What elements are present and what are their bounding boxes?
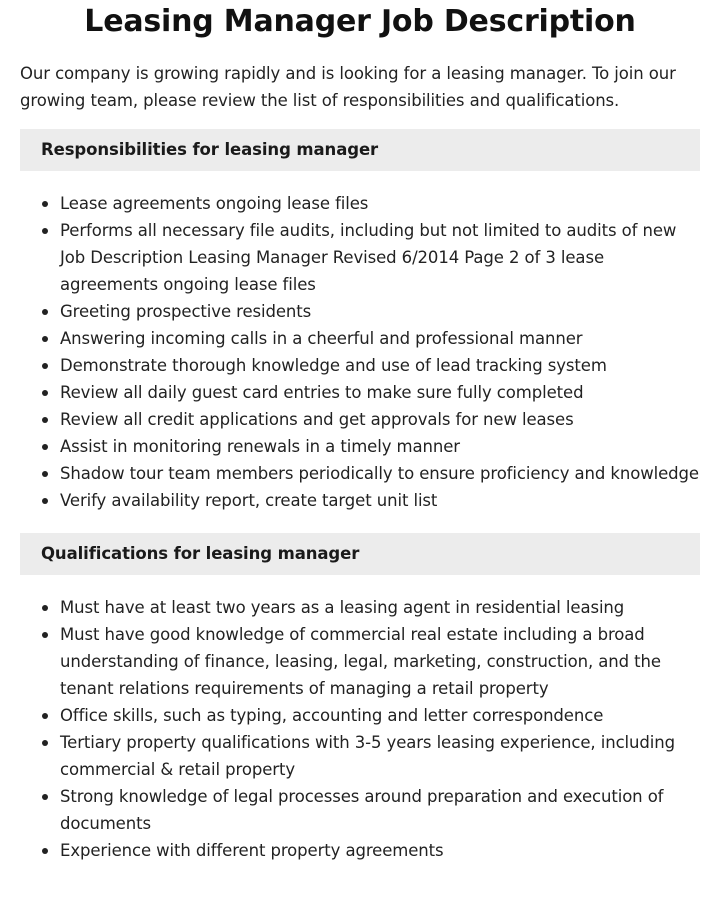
page-title: Leasing Manager Job Description — [84, 4, 636, 39]
list-item — [60, 379, 700, 406]
list-item-text: Demonstrate thorough knowledge and use of lead tracking system — [60, 356, 607, 375]
qualifications-list — [20, 594, 700, 864]
responsibilities-list — [20, 190, 700, 514]
list-item-text: Strong knowledge of legal processes around preparation and execution of documents — [60, 787, 664, 833]
list-item-text: Experience with different property agreements — [60, 841, 444, 860]
list-item — [60, 298, 700, 325]
bullet-icon — [42, 605, 48, 611]
list-item — [60, 594, 700, 621]
list-item-text: Lease agreements ongoing lease files — [60, 194, 369, 213]
list-item — [60, 190, 700, 217]
list-item-text: Review all credit applications and get approvals for new leases — [60, 410, 574, 429]
list-item — [60, 217, 700, 298]
list-item-text: Assist in monitoring renewals in a timely manner — [60, 437, 460, 456]
bullet-icon — [42, 363, 48, 369]
list-item-text: Verify availability report, create target unit list — [60, 491, 438, 510]
list-item-text: Must have at least two years as a leasing agent in residential leasing — [60, 598, 625, 617]
list-item-text: Shadow tour team members periodically to ensure proficiency and knowledge — [60, 464, 699, 483]
list-item — [60, 433, 700, 460]
bullet-icon — [42, 228, 48, 234]
list-item-text: Answering incoming calls in a cheerful and professional manner — [60, 329, 583, 348]
list-item — [60, 460, 700, 487]
bullet-icon — [42, 632, 48, 638]
responsibilities-heading: Responsibilities for leasing manager — [20, 129, 700, 171]
list-item — [60, 702, 700, 729]
list-item-text: Review all daily guest card entries to make sure fully completed — [60, 383, 584, 402]
list-item — [60, 837, 700, 864]
list-item — [60, 325, 700, 352]
intro-paragraph: Our company is growing rapidly and is looking for a leasing manager. To join our growing team, please review the list of responsibilities and qualifications. — [20, 64, 676, 110]
bullet-icon — [42, 201, 48, 207]
list-item — [60, 729, 700, 783]
bullet-icon — [42, 794, 48, 800]
bullet-icon — [42, 740, 48, 746]
list-item — [60, 352, 700, 379]
bullet-icon — [42, 713, 48, 719]
bullet-icon — [42, 471, 48, 477]
list-item-text: Greeting prospective residents — [60, 302, 312, 321]
qualifications-heading: Qualifications for leasing manager — [20, 533, 700, 575]
list-item — [60, 621, 700, 702]
list-item — [60, 406, 700, 433]
list-item-text: Must have good knowledge of commercial real estate including a broad understanding of finance, leasing, legal, marketing, construction, and the tenant relations requirements of managing a retail property — [60, 625, 661, 698]
bullet-icon — [42, 390, 48, 396]
bullet-icon — [42, 417, 48, 423]
bullet-icon — [42, 444, 48, 450]
bullet-icon — [42, 336, 48, 342]
list-item-text: Office skills, such as typing, accounting and letter correspondence — [60, 706, 604, 725]
bullet-icon — [42, 848, 48, 854]
list-item-text: Performs all necessary file audits, including but not limited to audits of new Job Description Leasing Manager Revised 6/2014 Page 2 of 3 lease agreements ongoing lease files — [60, 221, 677, 294]
list-item — [60, 783, 700, 837]
bullet-icon — [42, 498, 48, 504]
bullet-icon — [42, 309, 48, 315]
list-item-text: Tertiary property qualifications with 3-5 years leasing experience, including commercial & retail property — [60, 733, 675, 779]
list-item — [60, 487, 700, 514]
